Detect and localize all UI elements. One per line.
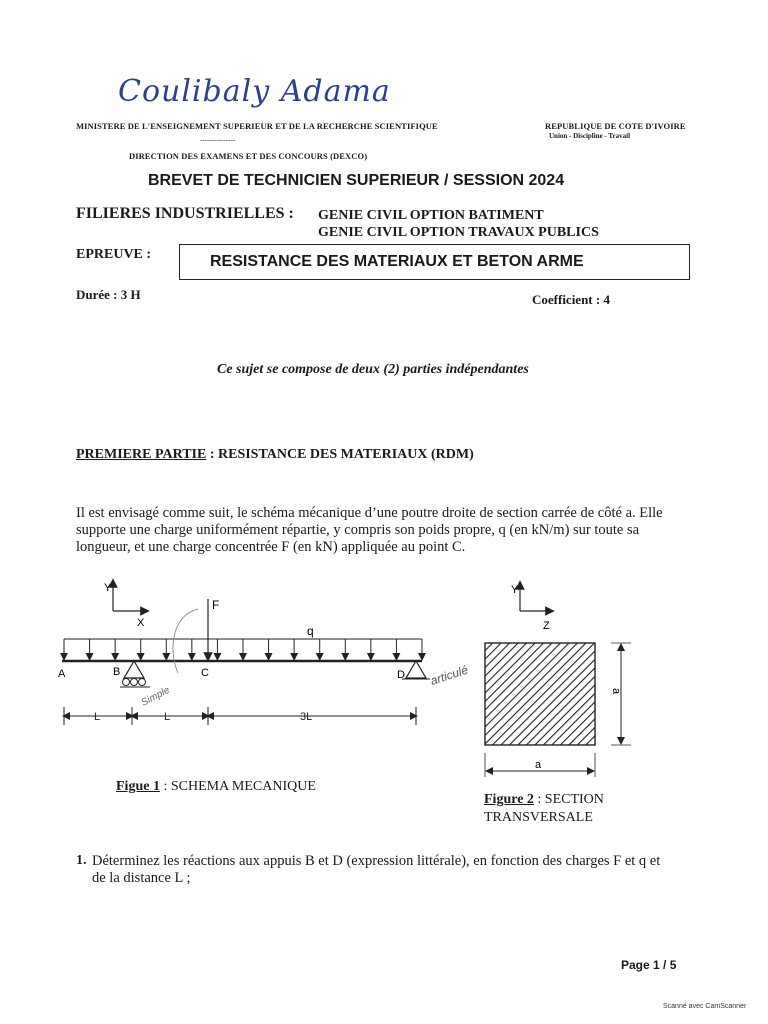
filiere-2: GENIE CIVIL OPTION TRAVAUX PUBLICS [318,225,599,240]
figure1-caption [116,779,316,795]
dim-a-vertical: a [610,688,622,695]
motto-line: Union - Discipline - Travail [549,132,631,140]
dim-l1: L [94,711,101,723]
annotation-articule: articulé [428,662,470,688]
ministry-line: MINISTERE DE L'ENSEIGNEMENT SUPERIEUR ET DE LA RECHERCHE SCIENTIFIQUE [76,121,438,131]
part1-heading-label: PREMIERE PARTIE [76,447,207,462]
figure2-caption-rest: : SECTION [533,792,604,807]
paragraph-line-3: longueur, et une charge concentrée F (en kN) appliquée au point C. [76,539,466,555]
question1-line2: de la distance L ; [92,870,191,886]
intro-text: Ce sujet se compose de deux (2) parties indépendantes [217,362,529,377]
point-b: B [113,666,121,678]
axis-z-label: Z [543,620,550,632]
republic-line: REPUBLIQUE DE COTE D'IVOIRE [545,121,686,131]
exam-title: BREVET DE TECHNICIEN SUPERIEUR / SESSION 2024 [148,172,565,189]
axis-x-label: X [137,617,145,629]
figure2-caption [484,791,604,827]
cross-section [475,575,635,785]
part1-paragraph [76,505,696,556]
support-d [406,661,426,678]
force-label: F [212,598,220,612]
point-d: D [397,669,405,681]
axis-y-label: Y [104,582,112,594]
annotation-simple: Simple [139,684,172,709]
filieres-label: FILIERES INDUSTRIELLES : [76,205,294,222]
page-number: Page 1 / 5 [621,958,677,972]
direction-line: DIRECTION DES EXAMENS ET DES CONCOURS (DEXCO) [129,151,368,161]
figure1-caption-label: Figue 1 [116,779,160,794]
figure2-caption-line2: TRANSVERSALE [484,810,593,825]
point-a: A [58,668,66,680]
hatched-square [485,643,595,745]
part1-heading-rest: : RESISTANCE DES MATERIAUX (RDM) [206,447,474,462]
axis-y2-label: Y [511,584,519,596]
question1-text [92,853,702,887]
epreuve-box [179,244,690,280]
point-c: C [201,667,209,679]
handwritten-name: Coulibaly Adama [118,74,391,109]
duree: Durée : 3 H [76,287,141,302]
dim-a-horizontal: a [535,759,542,771]
support-b [124,661,144,678]
question1-number: 1. [76,853,87,868]
part1-heading [76,447,474,463]
paragraph-line-2: supporte une charge uniformément répartie, y compris son poids propre, q (en kN/m) sur toute sa [76,522,640,538]
dim-l2: L [164,711,171,723]
filiere-1: GENIE CIVIL OPTION BATIMENT [318,208,544,223]
load-label: q [307,624,314,638]
load-arrows [64,639,422,657]
scanner-watermark: Scanné avec CamScanner [663,1003,747,1010]
beam-schema [50,575,470,770]
question1-line1: Déterminez les réactions aux appuis B et D (expression littérale), en fonction des charges F et q et [92,853,661,869]
epreuve-value: RESISTANCE DES MATERIAUX ET BETON ARME [210,253,584,270]
paragraph-line-1: Il est envisagé comme suit, le schéma mécanique d’une poutre droite de section carrée de côté a. Elle [76,505,663,521]
epreuve-label: EPREUVE : [76,247,152,262]
figure1-caption-rest: : SCHEMA MECANIQUE [159,779,316,794]
dim-3l: 3L [300,711,313,723]
figure2-caption-label: Figure 2 [484,792,534,807]
header-separator: --------------- [200,136,235,144]
coefficient: Coefficient : 4 [532,292,610,307]
